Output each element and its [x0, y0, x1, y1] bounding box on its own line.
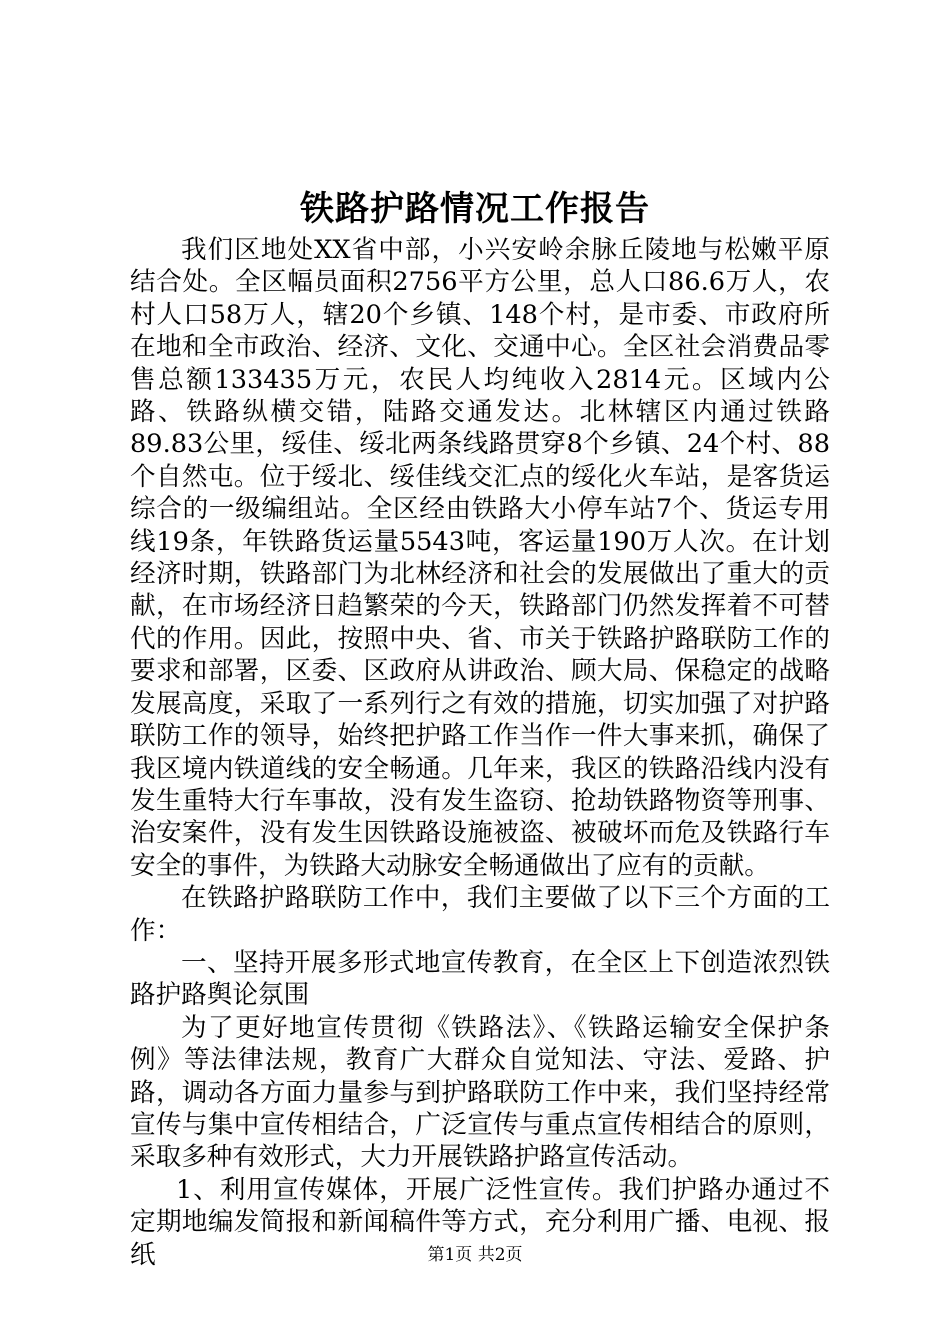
document-body — [130, 234, 830, 1271]
paragraph-item-1: 1、利用宣传媒体，开展广泛性宣传。我们护路办通过不定期地编发简报和新闻稿件等方式，充分利用广播、电视、报纸 — [130, 1174, 830, 1270]
paragraph-overview: 我们区地处XX省中部，小兴安岭余脉丘陵地与松嫩平原结合处。全区幅员面积2756平方公里，总人口86.6万人，农村人口58万人，辖20个乡镇、148个村，是市委、市政府所在地和全市政治、经济、文化、交通中心。全区社会消费品零售总额133435万元，农民人均纯收入2814元。区域内公路、铁路纵横交错，陆路交通发达。北林辖区内通过铁路89.83公里，绥佳、绥北两条线路贯穿8个乡镇、24个村、88个自然屯。位于绥北、绥佳线交汇点的绥化火车站，是客货运综合的一级编组站。全区经由铁路大小停车站7个、货运专用线19条，年铁路货运量5543吨，客运量190万人次。在计划经济时期，铁路部门为北林经济和社会的发展做出了重大的贡献，在市场经济日趋繁荣的今天，铁路部门仍然发挥着不可替代的作用。因此，按照中央、省、市关于铁路护路联防工作的要求和部署，区委、区政府从讲政治、顾大局、保稳定的战略发展高度，采取了一系列行之有效的措施，切实加强了对护路联防工作的领导，始终把护路工作当作一件大事来抓，确保了我区境内铁道线的安全畅通。几年来，我区的铁路沿线内没有发生重特大行车事故，没有发生盗窃、抢劫铁路物资等刑事、治安案件，没有发生因铁路设施被盗、被破坏而危及铁路行车安全的事件，为铁路大动脉安全畅通做出了应有的贡献。 — [130, 235, 830, 881]
section-heading-1: 一、坚持开展多形式地宣传教育，在全区上下创造浓烈铁路护路舆论氛围 — [130, 947, 830, 1011]
paragraph-propaganda: 为了更好地宣传贯彻《铁路法》、《铁路运输安全保护条例》等法律法规，教育广大群众自觉知法、守法、爱路、护路，调动各方面力量参与到护路联防工作中来，我们坚持经常宣传与集中宣传相结合，广泛宣传与重点宣传相结合的原则，采取多种有效形式，大力开展铁路护路宣传活动。 — [130, 1012, 830, 1173]
paragraph-intro: 在铁路护路联防工作中，我们主要做了以下三个方面的工作： — [130, 883, 830, 946]
document-title: 铁路护路情况工作报告 — [300, 189, 650, 229]
page-footer: 第1页 共2页 — [427, 1245, 523, 1265]
